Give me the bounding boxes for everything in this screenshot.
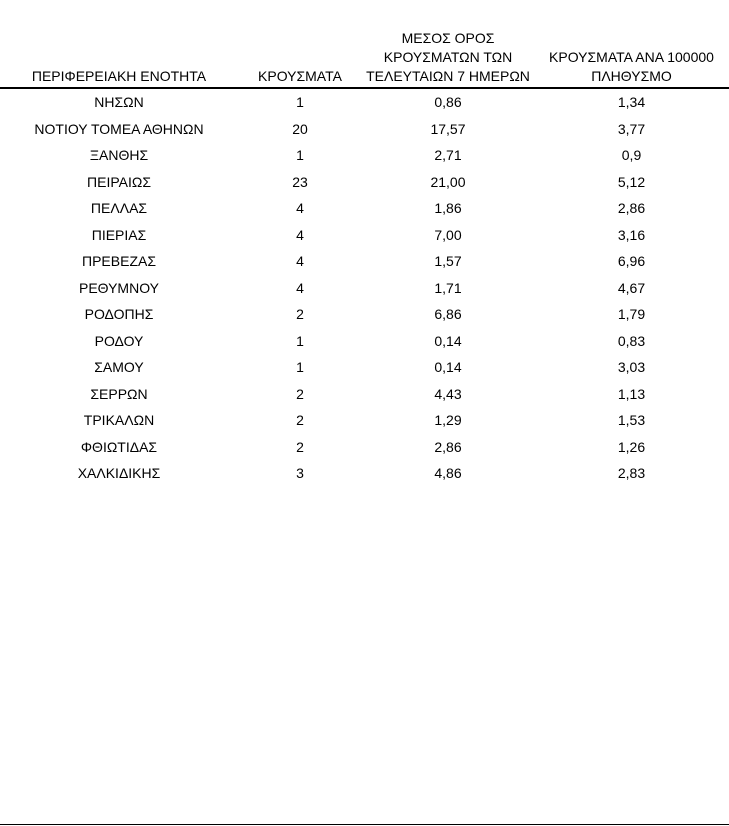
per100k-cell: 1,26 bbox=[617, 438, 646, 455]
cases-cell: 2 bbox=[296, 306, 304, 323]
region-cell: ΠΙΕΡΙΑΣ bbox=[91, 226, 147, 243]
cases-cell: 3 bbox=[296, 465, 304, 482]
avg7-cell: 2,71 bbox=[434, 147, 462, 164]
per100k-cell: 1,79 bbox=[617, 306, 646, 323]
avg7-cell: 0,14 bbox=[434, 332, 462, 349]
header-avg7 bbox=[362, 28, 534, 88]
avg7-cell: 17,57 bbox=[430, 120, 466, 137]
avg7-cell: 7,00 bbox=[434, 226, 462, 243]
cases-cell: 1 bbox=[296, 332, 304, 349]
region-cell: ΠΡΕΒΕΖΑΣ bbox=[81, 253, 156, 270]
avg7-cell: 1,71 bbox=[434, 279, 462, 296]
per100k-cell: 1,53 bbox=[617, 412, 646, 429]
header-cases-label: ΚΡΟΥΣΜΑΤΑ bbox=[258, 68, 342, 84]
region-cell: ΣΑΜΟΥ bbox=[94, 359, 144, 376]
header-avg7-line2: ΚΡΟΥΣΜΑΤΩΝ ΤΩΝ bbox=[383, 49, 513, 65]
region-cell: ΝΗΣΩΝ bbox=[94, 94, 144, 111]
table-row bbox=[0, 88, 729, 116]
table-row bbox=[0, 275, 729, 302]
cases-cell: 4 bbox=[296, 226, 304, 243]
cases-cell: 1 bbox=[296, 359, 304, 376]
cases-cell: 4 bbox=[296, 279, 304, 296]
table-row bbox=[0, 460, 729, 487]
cases-cell: 4 bbox=[296, 200, 304, 217]
avg7-cell: 1,57 bbox=[434, 253, 462, 270]
per100k-cell: 0,9 bbox=[621, 147, 642, 164]
avg7-cell: 0,14 bbox=[434, 359, 462, 376]
region-cell: ΣΕΡΡΩΝ bbox=[90, 385, 148, 402]
per100k-cell: 3,03 bbox=[617, 359, 646, 376]
per100k-cell: 3,77 bbox=[617, 120, 646, 137]
avg7-cell: 1,86 bbox=[434, 200, 462, 217]
table-row bbox=[0, 407, 729, 434]
table-row bbox=[0, 169, 729, 196]
per100k-cell: 1,13 bbox=[617, 385, 646, 402]
cases-cell: 1 bbox=[296, 147, 304, 164]
header-per100k-line1: ΚΡΟΥΣΜΑΤΑ ΑΝΑ 100000 bbox=[549, 49, 714, 65]
header-row bbox=[0, 28, 729, 88]
per100k-cell: 0,83 bbox=[617, 332, 646, 349]
avg7-cell: 4,43 bbox=[434, 385, 462, 402]
table-header bbox=[0, 28, 729, 88]
region-cell: ΡΟΔΟΠΗΣ bbox=[84, 306, 154, 323]
table-row bbox=[0, 328, 729, 355]
region-cell: ΡΕΘΥΜΝΟΥ bbox=[78, 279, 159, 296]
per100k-cell: 2,83 bbox=[617, 465, 646, 482]
region-cell: ΠΕΙΡΑΙΩΣ bbox=[87, 173, 151, 190]
table-body bbox=[0, 88, 729, 487]
region-cell: ΧΑΛΚΙΔΙΚΗΣ bbox=[77, 465, 161, 482]
region-cell: ΞΑΝΘΗΣ bbox=[89, 147, 149, 164]
table-row bbox=[0, 354, 729, 381]
table-row bbox=[0, 248, 729, 275]
cases-cell: 4 bbox=[296, 253, 304, 270]
table-row bbox=[0, 142, 729, 169]
per100k-cell: 3,16 bbox=[617, 226, 646, 243]
header-per100k-line2: ΠΛΗΘΥΣΜΟ bbox=[591, 68, 672, 84]
cases-cell: 2 bbox=[296, 412, 304, 429]
per100k-cell: 2,86 bbox=[617, 200, 646, 217]
per100k-cell: 4,67 bbox=[617, 279, 646, 296]
avg7-cell: 0,86 bbox=[434, 94, 462, 111]
cases-cell: 2 bbox=[296, 438, 304, 455]
cases-cell: 1 bbox=[296, 94, 304, 111]
avg7-cell: 1,29 bbox=[434, 412, 462, 429]
per100k-cell: 1,34 bbox=[617, 94, 646, 111]
region-cell: ΡΟΔΟΥ bbox=[94, 332, 144, 349]
header-region-label: ΠΕΡΙΦΕΡΕΙΑΚΗ ΕΝΟΤΗΤΑ bbox=[31, 68, 207, 84]
header-avg7-line1: ΜΕΣΟΣ ΟΡΟΣ bbox=[401, 30, 495, 46]
table-row bbox=[0, 116, 729, 143]
region-cell: ΠΕΛΛΑΣ bbox=[90, 200, 148, 217]
bottom-rule bbox=[0, 824, 729, 825]
table-row bbox=[0, 222, 729, 249]
region-cell: ΤΡΙΚΑΛΩΝ bbox=[83, 412, 155, 429]
cases-cell: 20 bbox=[292, 120, 308, 137]
avg7-cell: 2,86 bbox=[434, 438, 462, 455]
cases-cell: 2 bbox=[296, 385, 304, 402]
cases-cell: 23 bbox=[292, 173, 308, 190]
region-cell: ΦΘΙΩΤΙΔΑΣ bbox=[80, 438, 158, 455]
table-row bbox=[0, 195, 729, 222]
header-avg7-line3: ΤΕΛΕΥΤΑΙΩΝ 7 ΗΜΕΡΩΝ bbox=[366, 68, 530, 84]
per100k-cell: 5,12 bbox=[617, 173, 646, 190]
avg7-cell: 21,00 bbox=[430, 173, 466, 190]
table-row bbox=[0, 381, 729, 408]
table-row bbox=[0, 434, 729, 461]
per100k-cell: 6,96 bbox=[617, 253, 646, 270]
header-cases bbox=[238, 28, 362, 88]
region-cell: ΝΟΤΙΟΥ ΤΟΜΕΑ ΑΘΗΝΩΝ bbox=[34, 120, 204, 137]
header-region bbox=[0, 28, 238, 88]
avg7-cell: 6,86 bbox=[434, 306, 462, 323]
table-row bbox=[0, 301, 729, 328]
header-per100k bbox=[534, 28, 729, 88]
avg7-cell: 4,86 bbox=[434, 465, 462, 482]
cases-table bbox=[0, 28, 729, 487]
